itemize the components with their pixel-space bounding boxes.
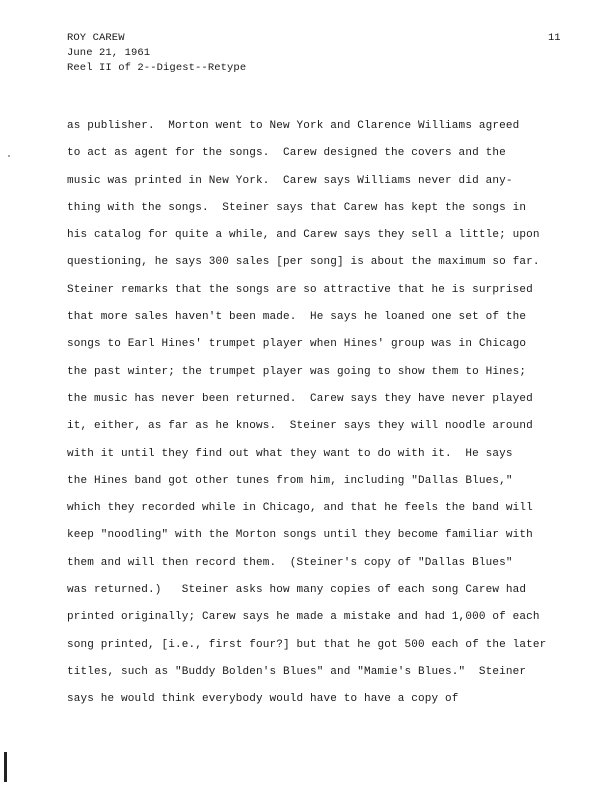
body-line: questioning, he says 300 sales [per song] is about the maximum so far. (67, 256, 540, 269)
body-line: music was printed in New York. Carew says Williams never did any- (67, 174, 513, 187)
page-number: 11 (548, 32, 561, 44)
body-line: them and will then record them. (Steiner's copy of "Dallas Blues" (67, 556, 513, 569)
header-date: June 21, 1961 (67, 47, 151, 59)
scan-edge-mark (4, 752, 7, 782)
body-line: the Hines band got other tunes from him, including "Dallas Blues," (67, 474, 513, 487)
body-line: it, either, as far as he knows. Steiner says they will noodle around (67, 420, 533, 433)
body-line: Steiner remarks that the songs are so attractive that he is surprised (67, 283, 533, 296)
body-line: with it until they find out what they want to do with it. He says (67, 447, 513, 460)
body-line: printed originally; Carew says he made a mistake and had 1,000 of each (67, 611, 540, 624)
document-header (67, 31, 246, 76)
scan-speck (8, 155, 10, 157)
body-line: the music has never been returned. Carew says they have never played (67, 392, 533, 405)
body-line: titles, such as "Buddy Bolden's Blues" and "Mamie's Blues." Steiner (67, 665, 527, 678)
body-line: which they recorded while in Chicago, and that he feels the band will (67, 502, 533, 515)
body-line: keep "noodling" with the Morton songs until they become familiar with (67, 529, 533, 542)
header-reel-info: Reel II of 2--Digest--Retype (67, 62, 247, 74)
body-line: that more sales haven't been made. He says he loaned one set of the (67, 311, 527, 324)
body-line: his catalog for quite a while, and Carew says they sell a little; upon (67, 229, 540, 242)
body-line: to act as agent for the songs. Carew designed the covers and the (67, 147, 506, 160)
body-line: was returned.) Steiner asks how many copies of each song Carew had (67, 584, 527, 597)
body-line: the past winter; the trumpet player was going to show them to Hines; (67, 365, 527, 378)
body-line: as publisher. Morton went to New York and Clarence Williams agreed (67, 120, 520, 132)
body-text (67, 113, 597, 714)
body-line: says he would think everybody would have to have a copy of (67, 693, 459, 706)
body-line: song printed, [i.e., first four?] but that he got 500 each of the later (67, 638, 547, 651)
body-line: thing with the songs. Steiner says that Carew has kept the songs in (67, 201, 527, 214)
body-line: songs to Earl Hines' trumpet player when Hines' group was in Chicago (67, 338, 527, 351)
header-name: ROY CAREW (67, 32, 125, 44)
